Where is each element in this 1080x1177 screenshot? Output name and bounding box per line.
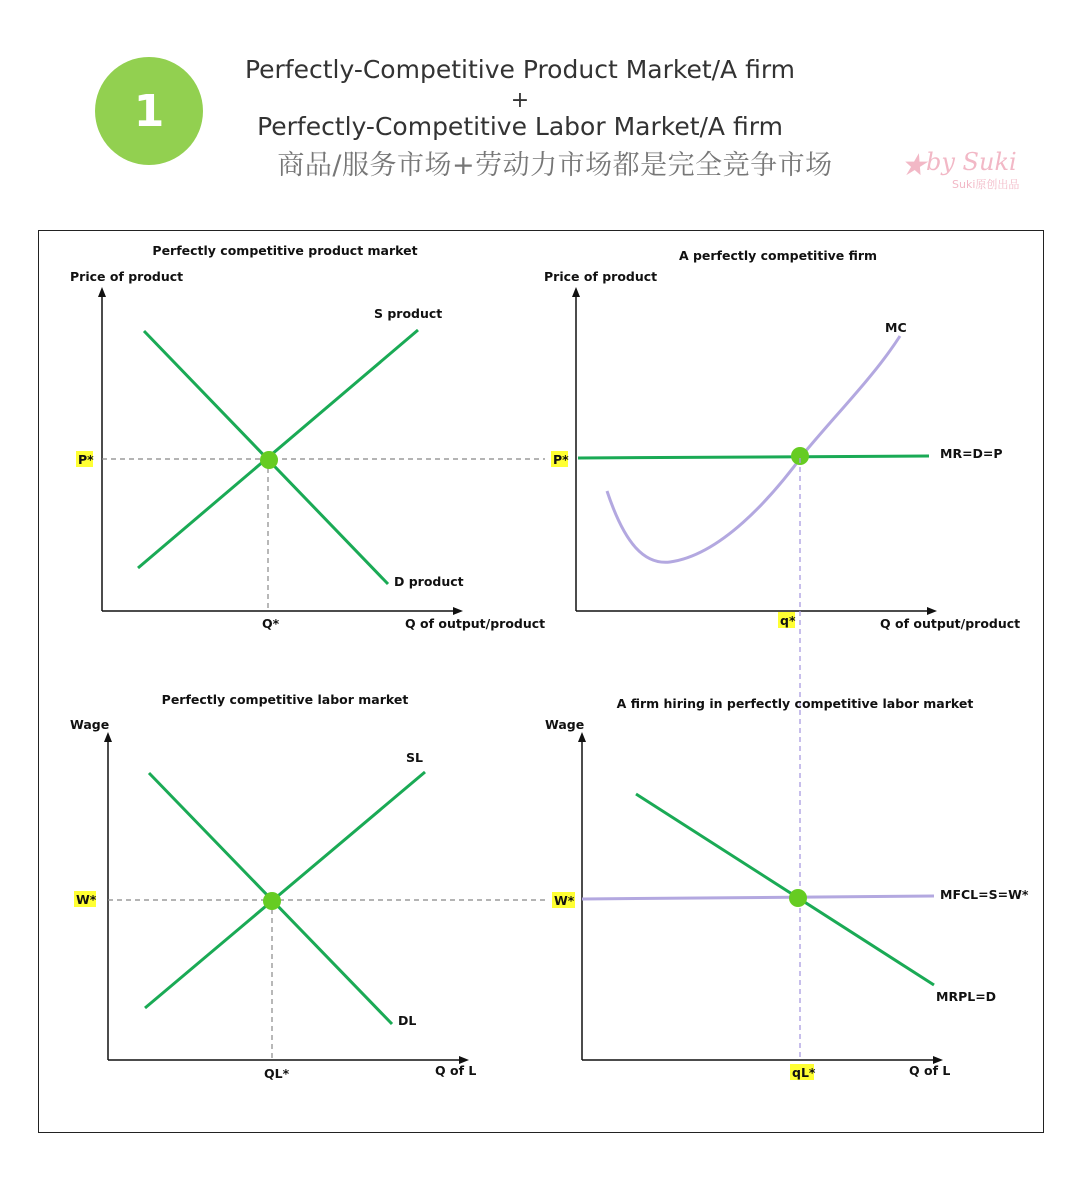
mrpl-curve xyxy=(636,794,934,985)
equilibrium-point xyxy=(260,451,278,469)
product-market-y-label: Price of product xyxy=(70,269,184,284)
labor-market-x-label: Q of L xyxy=(435,1063,477,1078)
quantity-label: Q* xyxy=(262,616,280,631)
supply-label: S product xyxy=(374,306,443,321)
labor-quantity-label: QL* xyxy=(264,1066,290,1081)
badge-number: 1 xyxy=(133,85,165,137)
star-icon: ★ xyxy=(900,148,927,183)
demand-label: D product xyxy=(394,574,464,589)
supply-curve xyxy=(138,330,418,568)
title-line-1: Perfectly-Competitive Product Market/A firm xyxy=(244,55,796,84)
labor-firm-title: A firm hiring in perfectly competitive labor market xyxy=(616,696,974,711)
panel-product-firm xyxy=(544,248,1020,631)
labor-equilibrium-point xyxy=(263,892,281,910)
wage-label: W* xyxy=(76,892,97,907)
panel-labor-firm xyxy=(545,696,1029,1080)
firm-hiring-point xyxy=(789,889,807,907)
mr-label: MR=D=P xyxy=(940,446,1003,461)
title-plus: + xyxy=(510,88,530,113)
product-firm-title: A perfectly competitive firm xyxy=(678,248,878,263)
mfcl-line xyxy=(582,896,934,899)
title-line-2: Perfectly-Competitive Labor Market/A firm xyxy=(257,112,783,141)
product-market-title: Perfectly competitive product market xyxy=(152,243,418,258)
mfcl-label: MFCL=S=W* xyxy=(940,887,1029,902)
product-market-x-label: Q of output/product xyxy=(405,616,546,631)
mc-label: MC xyxy=(885,320,907,335)
subtitle-chinese: 商品/服务市场+劳动力市场都是完全竞争市场 xyxy=(277,150,833,181)
mrpl-label: MRPL=D xyxy=(936,989,997,1004)
product-firm-x-label: Q of output/product xyxy=(880,616,1021,631)
watermark-subtext: Suki原创出品 xyxy=(952,178,1020,191)
labor-firm-x-label: Q of L xyxy=(909,1063,951,1078)
firm-labor-label: qL* xyxy=(792,1065,816,1080)
price-label: P* xyxy=(78,452,94,467)
panel-labor-market xyxy=(70,692,545,1081)
firm-quantity-label: q* xyxy=(780,613,796,628)
firm-wage-label: W* xyxy=(554,893,575,908)
labor-supply-curve xyxy=(145,772,425,1008)
labor-market-y-label: Wage xyxy=(70,717,110,732)
labor-firm-y-label: Wage xyxy=(545,717,585,732)
firm-price-label: P* xyxy=(553,452,569,467)
labor-supply-label: SL xyxy=(406,750,423,765)
labor-market-title: Perfectly competitive labor market xyxy=(161,692,409,707)
mc-curve xyxy=(607,336,900,562)
panel-product-market xyxy=(70,243,545,631)
mr-d-p-line xyxy=(578,456,929,458)
watermark-text: by Suki xyxy=(926,148,1017,176)
labor-demand-label: DL xyxy=(398,1013,417,1028)
product-firm-y-label: Price of product xyxy=(544,269,658,284)
